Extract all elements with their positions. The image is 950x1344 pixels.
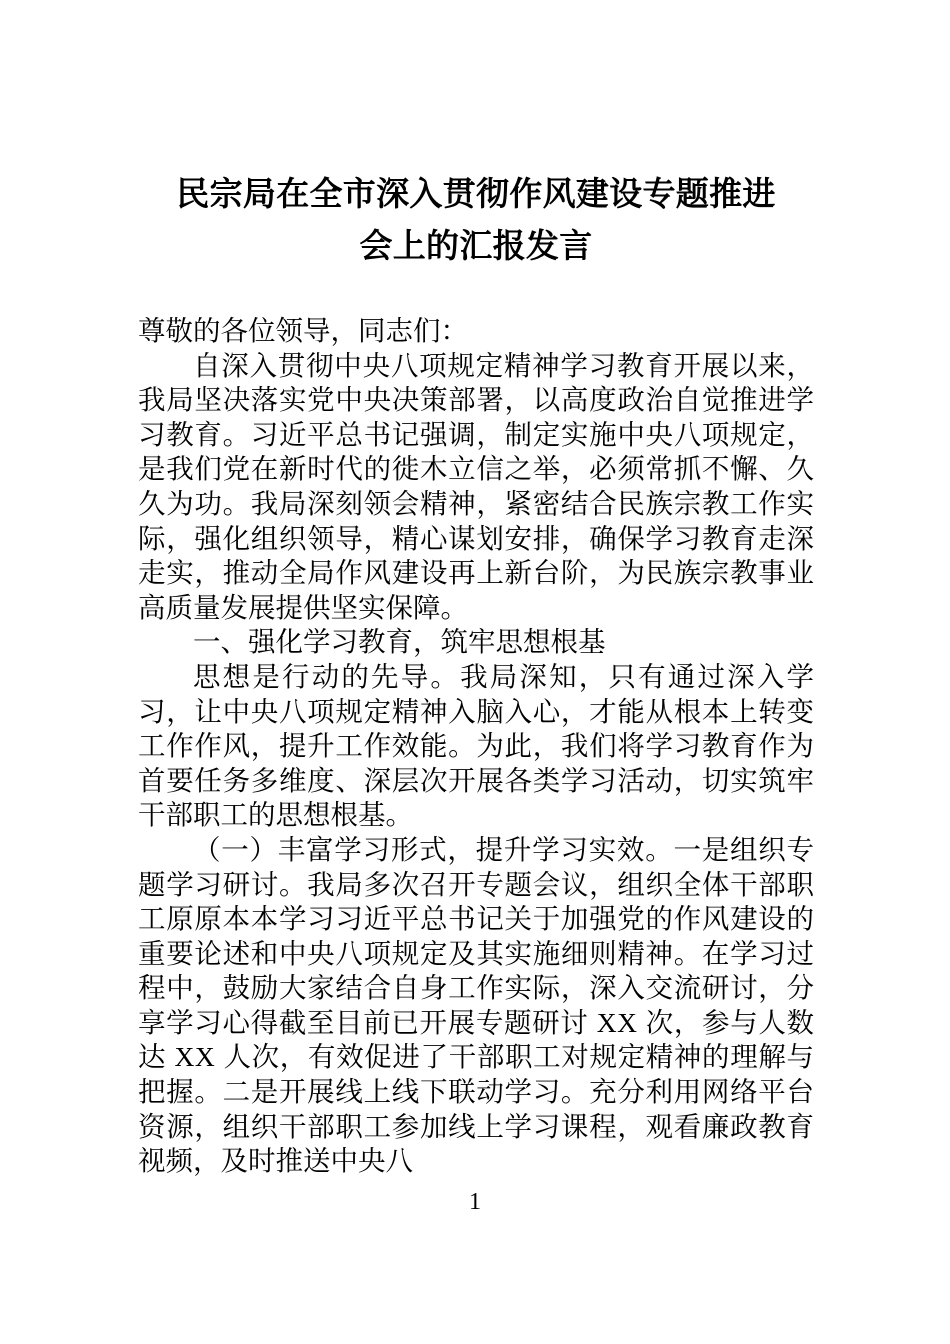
text-run: （一）丰富学习形式，提升学习实效。一是组织专题学习研讨。我局多次召开专题会议，组织全体干部职工原原本本学习习近平总书记关于加强党的作风建设的重要论述和中央八项规定及其实施细则精神。在学习过程中，鼓励大家结合自身工作实际，深入交流研讨，分享学习心得截至目前已开展专题研讨 xyxy=(138,833,814,1038)
page-number: 1 xyxy=(469,1189,481,1215)
paragraph-subsection-1-1 xyxy=(138,833,814,1179)
text-run: 次，参与人数达 xyxy=(138,1006,815,1073)
salutation: 尊敬的各位领导，同志们： xyxy=(138,315,468,346)
paragraph-section-1-intro: 思想是行动的先导。我局深知，只有通过深入学习，让中央八项规定精神入脑入心，才能从根本上转变工作作风，提升工作效能。为此，我们将学习教育作为首要任务多维度、深层次开展各类学习活动，切实筑牢干部职工的思想根基。 xyxy=(138,660,814,831)
placeholder-value: XX xyxy=(596,1006,638,1038)
paragraph-opening: 自深入贯彻中央八项规定精神学习教育开展以来，我局坚决落实党中央决策部署，以高度政治自觉推进学习教育。习近平总书记强调，制定实施中央八项规定，是我们党在新时代的徙木立信之举，必须常抓不懈、久久为功。我局深刻领会精神，紧密结合民族宗教工作实际，强化组织领导，精心谋划安排，确保学习教育走深走实，推动全局作风建设再上新台阶，为民族宗教事业高质量发展提供坚实保障。 xyxy=(138,349,814,623)
text-run: 人次，有效促进了干部职工对规定精神的理解与把握。二是开展线上线下联动学习。充分利用网络平台资源，组织干部职工参加线上学习课程，观看廉政教育视频，及时推送中央八 xyxy=(138,1041,815,1177)
placeholder-value: XX xyxy=(174,1041,216,1073)
page-title xyxy=(138,0,814,272)
title-line-2: 会上的汇报发言 xyxy=(359,227,593,264)
title-line-1: 民宗局在全市深入贯彻作风建设专题推进 xyxy=(176,175,776,212)
document-body xyxy=(138,314,814,1179)
section-heading-1: 一、强化学习教育，筑牢思想根基 xyxy=(193,626,606,658)
page-content xyxy=(138,0,814,1179)
